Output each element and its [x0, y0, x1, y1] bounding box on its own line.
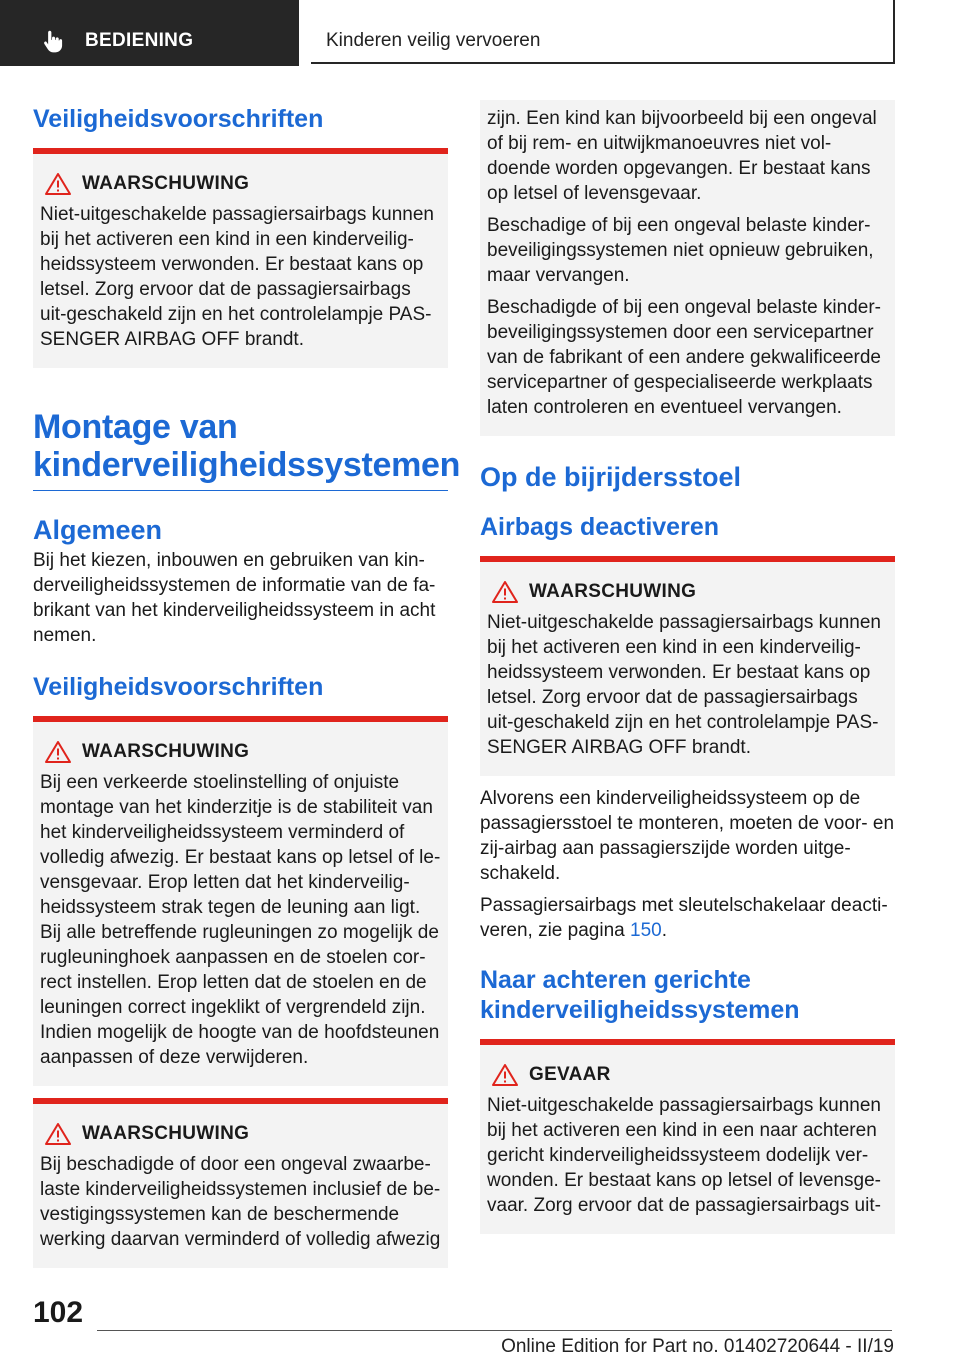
continued-text: Beschadigde of bij een ongeval belaste kinder-beveiligingssystemen door een servicepartner van de fabrikant of een andere gekwalificeerde servicepartner of gespecialiseerde werkplaats laten controleren en eventueel vervangen. — [487, 297, 881, 418]
warning-text: Niet-uitgeschakelde passagiersairbags kunnen bij het activeren een kind in een kinderveilig-heidssysteem verwonden. Er bestaat kans op letsel. Zorg ervoor dat de passagiersairbags uit-geschakeld zijn en het controlelampje PAS-SENGER AIRBAG OFF brandt. — [40, 204, 434, 350]
warning-label: WAARSCHUWING — [82, 1123, 250, 1144]
warning-label: WAARSCHUWING — [529, 581, 697, 602]
warning-box — [480, 556, 895, 776]
section-tab — [0, 0, 299, 66]
heading-general: Algemeen — [33, 515, 163, 545]
warning-box — [33, 1098, 448, 1268]
heading-passenger-seat: Op de bijrijdersstoel — [480, 462, 742, 492]
warning-triangle-icon — [44, 740, 72, 764]
warning-box — [33, 148, 448, 368]
warning-text: Niet-uitgeschakelde passagiersairbags kunnen bij het activeren een kind in een kinderveilig-heidssysteem verwonden. Er bestaat kans op letsel. Zorg ervoor dat de passagiersairbags uit-geschakeld zijn en het controlelampje PAS-SENGER AIRBAG OFF brandt. — [487, 612, 881, 758]
footer-divider — [97, 1330, 892, 1331]
warning-box — [33, 716, 448, 1086]
warning-triangle-icon — [491, 1063, 519, 1087]
body-text-with-link — [480, 893, 895, 943]
continued-text: zijn. Een kind kan bijvoorbeeld bij een ongeval of bij rem- en uitwijkmanoeuvres niet vol-doende worden opgevangen. Er bestaat kans op letsel of levensgevaar. — [487, 108, 877, 204]
heading-safety-rules-2: Veiligheidsvoorschriften — [33, 673, 324, 701]
danger-text: Niet-uitgeschakelde passagiersairbags kunnen bij het activeren een kind in een naar achteren gericht kinderveiligheidssysteem dodelijk ver-wonden. Er bestaat kans op letsel of levensge-vaar. Zorg ervoor dat de passagiersairbags uit- — [487, 1095, 881, 1216]
period: . — [661, 920, 667, 941]
chapter-title: Kinderen veilig vervoeren — [326, 30, 541, 51]
section-label: BEDIENING — [85, 30, 194, 51]
chapter-heading-wrap — [33, 408, 461, 491]
warning-label: WAARSCHUWING — [82, 741, 250, 762]
page-header — [0, 0, 960, 66]
warning-header — [487, 580, 888, 604]
chapter-header — [311, 0, 895, 64]
page-number: 102 — [33, 1296, 84, 1329]
heading-safety-rules: Veiligheidsvoorschriften — [33, 105, 324, 133]
body-text: Alvorens een kinderveiligheidssysteem op de passagiersstoel te monteren, moeten de voor- en zij-airbag aan passagierszijde worden uitge-schakeld. — [480, 788, 895, 884]
danger-header — [487, 1063, 888, 1087]
body-text: Passagiersairbags met sleutelschakelaar deacti-veren, zie pagina — [480, 895, 888, 941]
danger-label: GEVAAR — [529, 1064, 611, 1085]
warning-triangle-icon — [44, 1122, 72, 1146]
heading-rear-facing: Naar achteren gerichte kinderveiligheidssystemen — [480, 966, 800, 1024]
warning-triangle-icon — [44, 172, 72, 196]
warning-text: Bij beschadigde of door een ongeval zwaarbe-laste kinderveiligheidssystemen inclusief de be-vestigingssystemen kan de beschermende werking daarvan verminderd of volledig afwezig — [40, 1154, 441, 1250]
danger-box — [480, 1039, 895, 1234]
warning-header — [40, 172, 441, 196]
warning-text: Bij een verkeerde stoelinstelling of onjuiste montage van het kinderzitje is de stabiliteit van het kinderveiligheidssysteem verminderd of volledig afwezig. Er bestaat kans op letsel of le-vensgevaar. Erop letten dat het kinderveilig-heidssysteem strak tegen de leuning aan ligt. Bij alle betreffende rugleuningen zo mogelijk de rugleuninghoek aanpassen en de stoelen cor-rect instellen. Erop letten dat de stoelen en de leuningen correct ingeklikt of vergrendeld zijn. Indien mogelijk de hoogte van de hoofdsteunen aanpassen of deze verwijderen. — [40, 772, 441, 1068]
left-column — [33, 98, 461, 1268]
continued-text: Beschadige of bij een ongeval belaste kinder-beveiligingssystemen niet opnieuw gebruiken, maar vervangen. — [487, 215, 874, 286]
warning-label: WAARSCHUWING — [82, 173, 250, 194]
warning-header — [40, 740, 441, 764]
warning-header — [40, 1122, 441, 1146]
heading-deactivate-airbags: Airbags deactiveren — [480, 513, 719, 541]
hand-pointer-icon — [40, 28, 66, 54]
right-column — [480, 100, 895, 1234]
page-reference-link[interactable]: 150 — [630, 920, 662, 941]
general-text: Bij het kiezen, inbouwen en gebruiken van kin-derveiligheidssystemen de informatie van de fa-brikant van het kinderveiligheidssysteem in acht nemen. — [33, 550, 436, 646]
warning-box-continued — [480, 100, 895, 436]
edition-note: Online Edition for Part no. 01402720644 - II/19 — [501, 1336, 894, 1357]
warning-triangle-icon — [491, 580, 519, 604]
heading-montage: Montage van kinderveiligheidssystemen — [33, 408, 461, 484]
